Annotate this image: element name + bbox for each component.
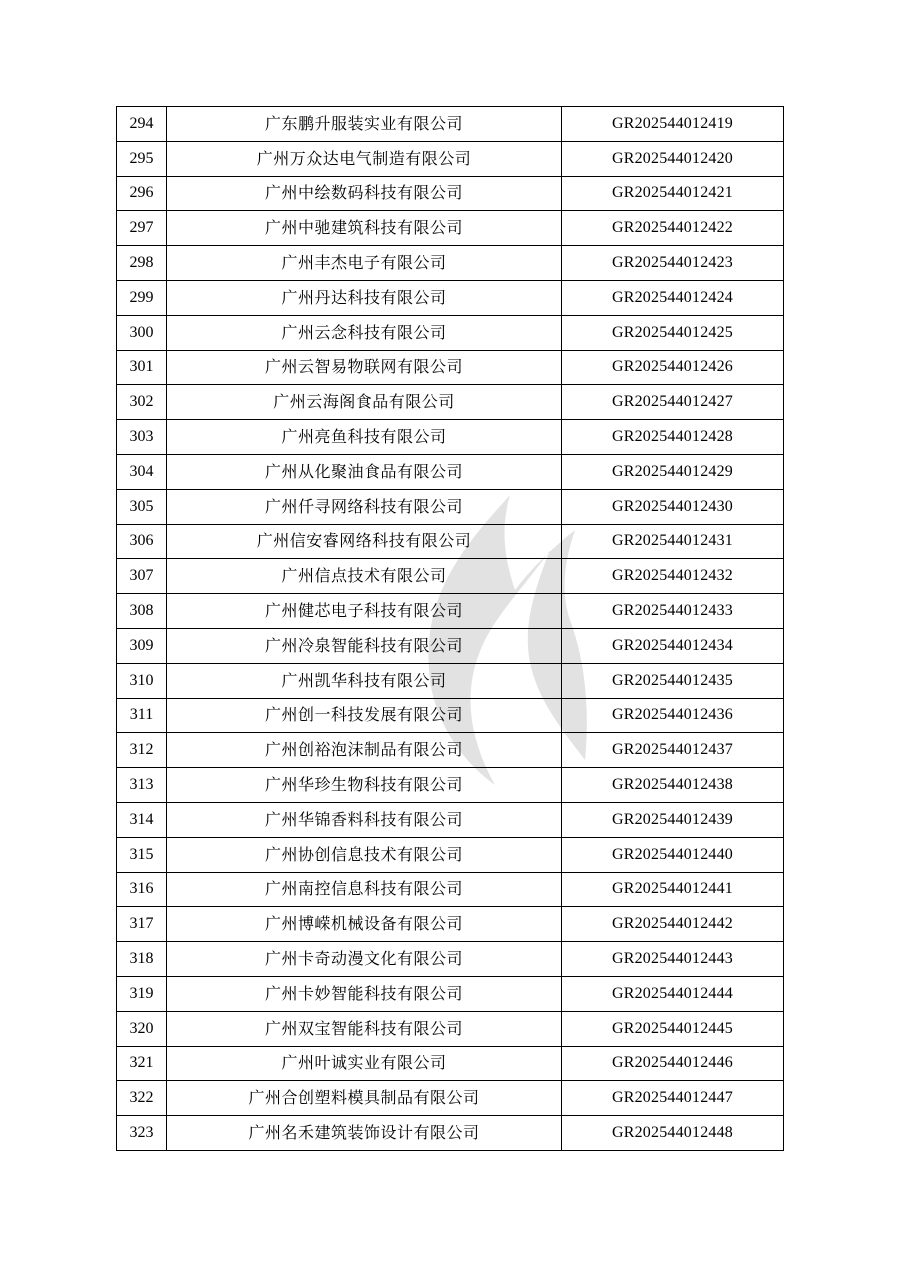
table-row [117,1011,784,1046]
table-row [117,1116,784,1151]
row-number: 308 [117,594,167,629]
table-row [117,733,784,768]
certificate-code: GR202544012430 [562,489,784,524]
company-name: 广州创裕泡沫制品有限公司 [167,733,562,768]
row-number: 307 [117,559,167,594]
row-number: 323 [117,1116,167,1151]
table-row [117,524,784,559]
row-number: 306 [117,524,167,559]
company-name: 广州博嵘机械设备有限公司 [167,907,562,942]
certificate-code: GR202544012447 [562,1081,784,1116]
table-row [117,246,784,281]
row-number: 317 [117,907,167,942]
row-number: 322 [117,1081,167,1116]
row-number: 302 [117,385,167,420]
company-name: 广州万众达电气制造有限公司 [167,141,562,176]
certificate-code: GR202544012435 [562,663,784,698]
certificate-code: GR202544012443 [562,942,784,977]
certificate-code: GR202544012425 [562,315,784,350]
table-row [117,942,784,977]
company-name: 广州叶诚实业有限公司 [167,1046,562,1081]
company-name: 广州健芯电子科技有限公司 [167,594,562,629]
certificate-code: GR202544012419 [562,107,784,142]
certificate-code: GR202544012442 [562,907,784,942]
row-number: 304 [117,454,167,489]
certificate-code: GR202544012423 [562,246,784,281]
certificate-code: GR202544012436 [562,698,784,733]
company-name: 广州创一科技发展有限公司 [167,698,562,733]
row-number: 299 [117,280,167,315]
row-number: 309 [117,628,167,663]
table-row [117,1046,784,1081]
table-row [117,176,784,211]
company-name: 广州名禾建筑装饰设计有限公司 [167,1116,562,1151]
table-row [117,768,784,803]
certificate-code: GR202544012422 [562,211,784,246]
company-table-body [117,107,784,1151]
certificate-code: GR202544012446 [562,1046,784,1081]
company-name: 广东鹏升服装实业有限公司 [167,107,562,142]
company-name: 广州卡奇动漫文化有限公司 [167,942,562,977]
certificate-code: GR202544012424 [562,280,784,315]
row-number: 295 [117,141,167,176]
company-name: 广州华锦香料科技有限公司 [167,802,562,837]
row-number: 315 [117,837,167,872]
table-row [117,141,784,176]
row-number: 314 [117,802,167,837]
table-row [117,315,784,350]
table-row [117,454,784,489]
company-name: 广州卡妙智能科技有限公司 [167,976,562,1011]
row-number: 310 [117,663,167,698]
certificate-code: GR202544012434 [562,628,784,663]
table-row [117,802,784,837]
certificate-code: GR202544012448 [562,1116,784,1151]
row-number: 303 [117,420,167,455]
row-number: 297 [117,211,167,246]
certificate-code: GR202544012438 [562,768,784,803]
certificate-code: GR202544012433 [562,594,784,629]
certificate-code: GR202544012439 [562,802,784,837]
certificate-code: GR202544012444 [562,976,784,1011]
row-number: 316 [117,872,167,907]
table-row [117,872,784,907]
table-row [117,698,784,733]
company-name: 广州丹达科技有限公司 [167,280,562,315]
table-row [117,211,784,246]
row-number: 296 [117,176,167,211]
company-name: 广州信点技术有限公司 [167,559,562,594]
row-number: 319 [117,976,167,1011]
table-row [117,1081,784,1116]
certificate-code: GR202544012420 [562,141,784,176]
company-name: 广州冷泉智能科技有限公司 [167,628,562,663]
company-name: 广州协创信息技术有限公司 [167,837,562,872]
company-name: 广州丰杰电子有限公司 [167,246,562,281]
company-name: 广州云智易物联网有限公司 [167,350,562,385]
row-number: 318 [117,942,167,977]
certificate-code: GR202544012441 [562,872,784,907]
company-table [116,106,784,1151]
row-number: 294 [117,107,167,142]
certificate-code: GR202544012432 [562,559,784,594]
table-row [117,976,784,1011]
company-name: 广州云念科技有限公司 [167,315,562,350]
table-row [117,837,784,872]
certificate-code: GR202544012426 [562,350,784,385]
certificate-code: GR202544012437 [562,733,784,768]
table-row [117,280,784,315]
company-name: 广州仟寻网络科技有限公司 [167,489,562,524]
company-name: 广州信安睿网络科技有限公司 [167,524,562,559]
company-name: 广州华珍生物科技有限公司 [167,768,562,803]
certificate-code: GR202544012421 [562,176,784,211]
table-row [117,559,784,594]
row-number: 321 [117,1046,167,1081]
certificate-code: GR202544012431 [562,524,784,559]
company-name: 广州亮鱼科技有限公司 [167,420,562,455]
table-row [117,350,784,385]
row-number: 312 [117,733,167,768]
row-number: 320 [117,1011,167,1046]
row-number: 313 [117,768,167,803]
company-name: 广州从化聚油食品有限公司 [167,454,562,489]
row-number: 300 [117,315,167,350]
company-name: 广州合创塑料模具制品有限公司 [167,1081,562,1116]
table-row [117,385,784,420]
company-name: 广州南控信息科技有限公司 [167,872,562,907]
company-name: 广州凯华科技有限公司 [167,663,562,698]
company-name: 广州中绘数码科技有限公司 [167,176,562,211]
company-name: 广州云海阁食品有限公司 [167,385,562,420]
certificate-code: GR202544012440 [562,837,784,872]
table-row [117,489,784,524]
table-row [117,594,784,629]
row-number: 305 [117,489,167,524]
company-name: 广州中驰建筑科技有限公司 [167,211,562,246]
company-name: 广州双宝智能科技有限公司 [167,1011,562,1046]
certificate-code: GR202544012445 [562,1011,784,1046]
table-row [117,420,784,455]
row-number: 298 [117,246,167,281]
row-number: 311 [117,698,167,733]
certificate-code: GR202544012428 [562,420,784,455]
table-row [117,907,784,942]
row-number: 301 [117,350,167,385]
table-row [117,663,784,698]
table-row [117,628,784,663]
certificate-code: GR202544012429 [562,454,784,489]
table-row [117,107,784,142]
certificate-code: GR202544012427 [562,385,784,420]
